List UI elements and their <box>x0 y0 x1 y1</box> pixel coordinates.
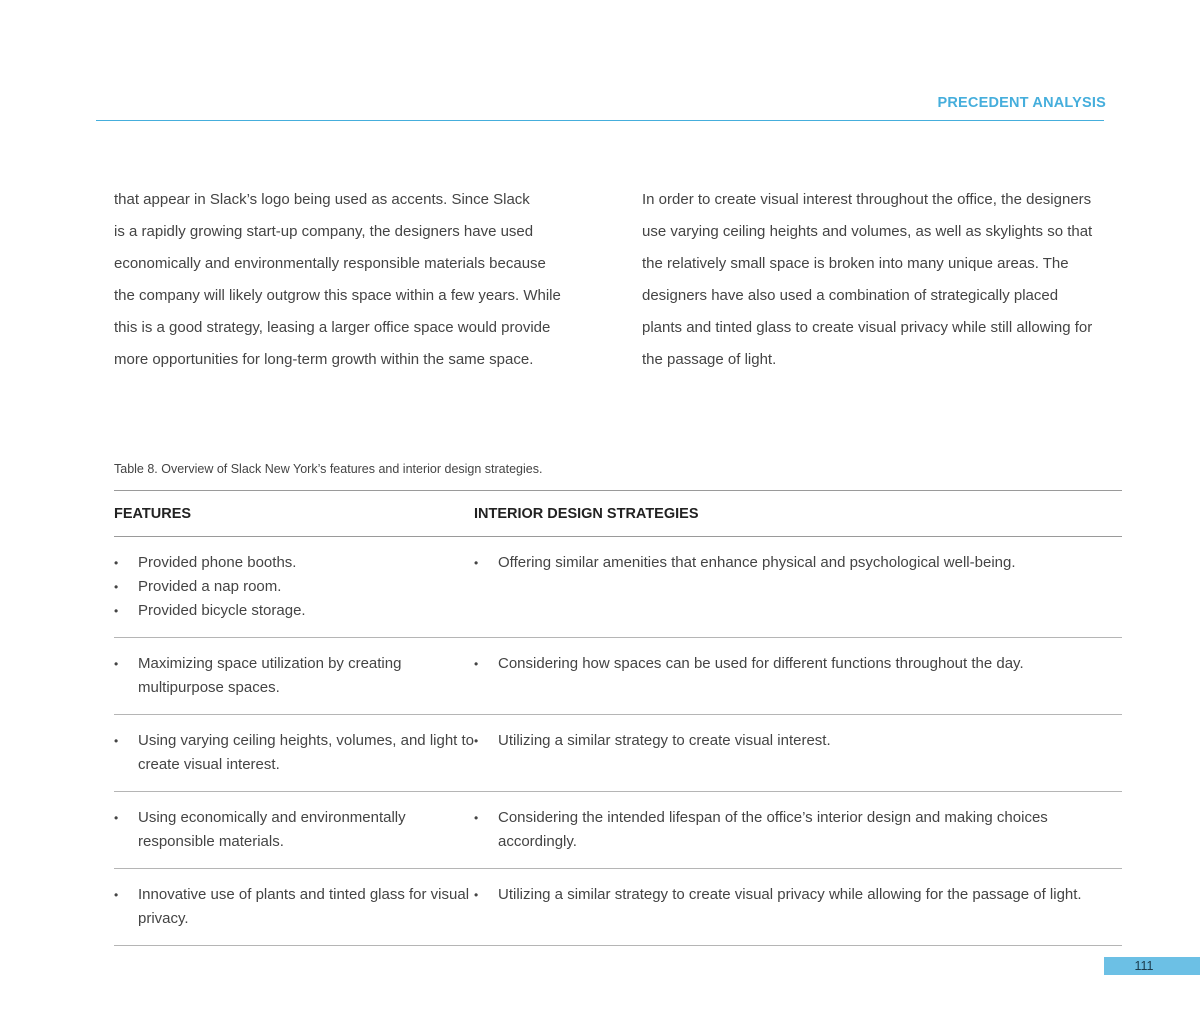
list-item <box>474 652 1122 676</box>
list-item-text: Provided phone booths. <box>138 554 297 571</box>
table-row <box>114 869 1122 946</box>
body-text-right-column <box>642 184 1142 376</box>
list-item <box>474 729 1122 753</box>
list-item-text: Provided bicycle storage. <box>138 602 306 619</box>
page-number-tab <box>1104 957 1200 975</box>
bullet-list <box>474 729 1122 753</box>
list-item-text: Maximizing space utilization by creating multipurpose spaces. <box>138 655 402 696</box>
list-item-text: Using economically and environmentally responsible materials. <box>138 809 406 850</box>
list-item-text: Using varying ceiling heights, volumes, and light to create visual interest. <box>138 732 475 773</box>
column-header-features: FEATURES <box>114 491 474 537</box>
bullet-list <box>474 806 1122 854</box>
feature-cell <box>114 638 474 715</box>
feature-cell <box>114 869 474 946</box>
body-text-line: plants and tinted glass to create visual privacy while still allowing for <box>642 319 1093 336</box>
body-text-line: designers have also used a combination of strategically placed <box>642 287 1059 304</box>
bullet-list <box>114 883 474 931</box>
list-item <box>114 883 474 931</box>
list-item <box>114 729 474 777</box>
body-text-line: the company will likely outgrow this space within a few years. While <box>114 287 561 304</box>
strategy-cell <box>474 869 1122 946</box>
list-item <box>114 806 474 854</box>
bullet-list <box>114 551 474 623</box>
feature-cell <box>114 792 474 869</box>
table-caption: Table 8. Overview of Slack New York’s features and interior design strategies. <box>114 462 543 476</box>
body-text-line: that appear in Slack’s logo being used as accents. Since Slack <box>114 191 530 208</box>
strategy-cell <box>474 638 1122 715</box>
list-item <box>114 575 474 599</box>
bullet-icon: • <box>474 556 479 570</box>
list-item-text: Offering similar amenities that enhance physical and psychological well-being. <box>498 554 1016 571</box>
table <box>114 490 1122 946</box>
strategy-cell <box>474 792 1122 869</box>
body-text-line: is a rapidly growing start-up company, the designers have used <box>114 223 534 240</box>
bullet-icon: • <box>474 888 479 902</box>
list-item <box>474 551 1122 575</box>
column-header-strategies: INTERIOR DESIGN STRATEGIES <box>474 491 1122 537</box>
list-item-text: Considering how spaces can be used for different functions throughout the day. <box>498 655 1024 672</box>
body-text-line: economically and environmentally responsible materials because <box>114 255 546 272</box>
table-body <box>114 537 1122 946</box>
bullet-list <box>114 729 474 777</box>
feature-cell <box>114 537 474 638</box>
bullet-list <box>114 652 474 700</box>
body-text-left-column <box>114 184 614 376</box>
list-item-text: Innovative use of plants and tinted glass for visual privacy. <box>138 886 470 927</box>
list-item <box>474 806 1122 854</box>
body-text-line: more opportunities for long-term growth within the same space. <box>114 351 534 368</box>
list-item-text: Considering the intended lifespan of the office’s interior design and making choices accordingly. <box>498 809 1048 850</box>
body-text-line: use varying ceiling heights and volumes, as well as skylights so that <box>642 223 1093 240</box>
bullet-icon: • <box>474 657 479 671</box>
bullet-icon: • <box>114 556 119 570</box>
bullet-list <box>114 806 474 854</box>
bullet-list <box>474 551 1122 575</box>
table-header-row <box>114 491 1122 537</box>
strategy-cell <box>474 715 1122 792</box>
header-divider <box>96 120 1104 121</box>
bullet-icon: • <box>114 811 119 825</box>
table-row <box>114 638 1122 715</box>
body-text-line: the passage of light. <box>642 351 777 368</box>
page-number: 111 <box>1134 959 1154 973</box>
bullet-icon: • <box>114 580 119 594</box>
strategy-cell <box>474 537 1122 638</box>
table-row <box>114 792 1122 869</box>
section-title: PRECEDENT ANALYSIS <box>937 95 1106 111</box>
list-item <box>474 883 1122 907</box>
bullet-list <box>474 883 1122 907</box>
bullet-icon: • <box>474 734 479 748</box>
bullet-icon: • <box>114 888 119 902</box>
list-item <box>114 652 474 700</box>
bullet-icon: • <box>114 604 119 618</box>
body-text-line: the relatively small space is broken into many unique areas. The <box>642 255 1069 272</box>
list-item-text: Utilizing a similar strategy to create visual privacy while allowing for the passage of light. <box>498 886 1082 903</box>
body-text-line: In order to create visual interest throughout the office, the designers <box>642 191 1092 208</box>
table-row <box>114 715 1122 792</box>
feature-cell <box>114 715 474 792</box>
bullet-list <box>474 652 1122 676</box>
bullet-icon: • <box>114 734 119 748</box>
bullet-icon: • <box>474 811 479 825</box>
list-item-text: Utilizing a similar strategy to create visual interest. <box>498 732 831 749</box>
table-row <box>114 537 1122 638</box>
list-item <box>114 551 474 575</box>
list-item <box>114 599 474 623</box>
features-strategies-table <box>114 490 1122 946</box>
list-item-text: Provided a nap room. <box>138 578 282 595</box>
bullet-icon: • <box>114 657 119 671</box>
body-text-line: this is a good strategy, leasing a larger office space would provide <box>114 319 551 336</box>
